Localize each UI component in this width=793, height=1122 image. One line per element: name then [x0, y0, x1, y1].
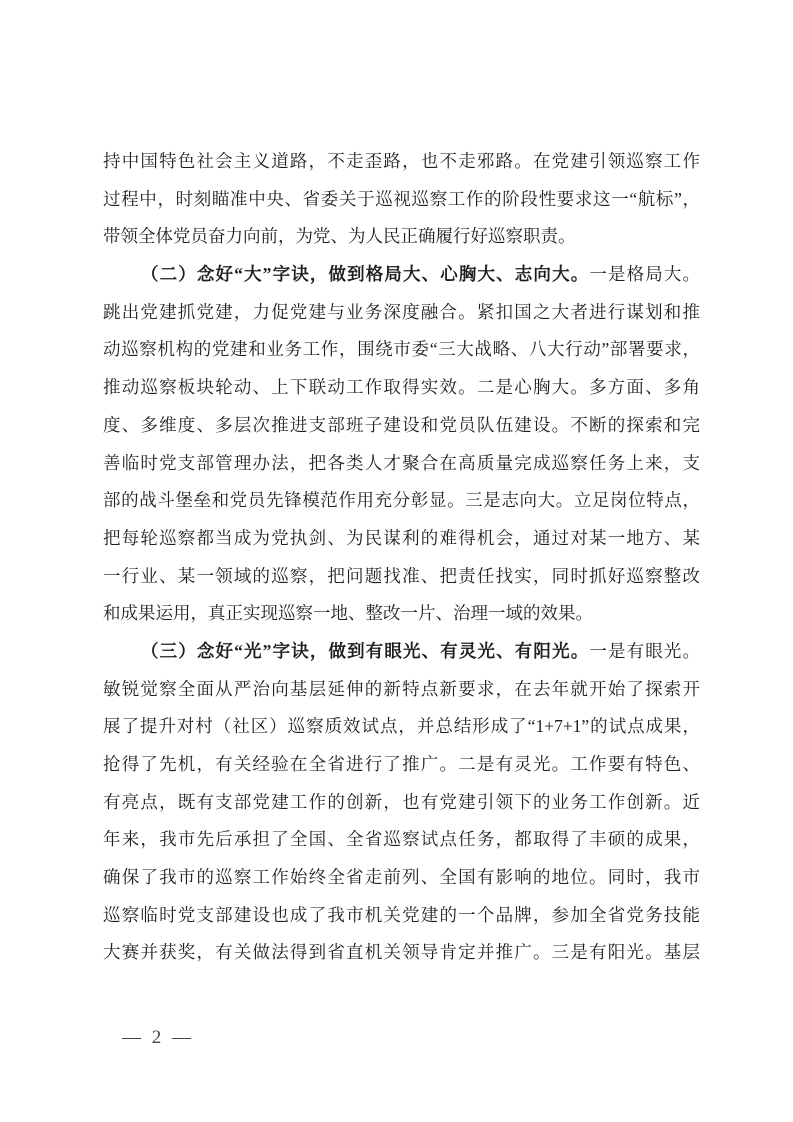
text-segment: 跳出党建抓党建，力促党建与业务深度融合。紧扣国之大者进行谋划和推 [103, 301, 700, 322]
text-segment: 抢得了先机，有关经验在全省进行了推广。二是有灵光。工作要有特色、 [103, 754, 700, 774]
text-segment: 确保了我市的巡察工作始终全省走前列、全国有影响的地位。同时，我市 [103, 867, 700, 888]
text-segment: 和成果运用，真正实现巡察一地、整改一片、治理一域的效果。 [103, 603, 593, 624]
text-segment: 持中国特色社会主义道路，不走歪路，也不走邪路。在党建引领巡察工作 [103, 151, 700, 171]
text-line [103, 331, 700, 369]
text-line [103, 934, 700, 972]
text-segment: 展了提升对村（社区）巡察质效试点，并总结形成了“1+7+1”的试点成果， [103, 716, 700, 737]
text-line [103, 218, 700, 256]
text-line [103, 859, 700, 897]
text-segment: 过程中，时刻瞄准中央、省委关于巡视巡察工作的阶段性要求这一“航标”， [103, 188, 700, 209]
paragraph [103, 633, 700, 972]
paragraph [103, 143, 700, 256]
text-segment: 一行业、某一领域的巡察，把问题找准、把责任找实，同时抓好巡察整改 [103, 565, 700, 586]
text-segment: 一是有眼光。 [589, 640, 700, 661]
text-segment: 敏锐觉察全面从严治向基层延伸的新特点新要求，在去年就开始了探索开 [103, 678, 700, 699]
document-body [103, 143, 700, 972]
text-segment: 善临时党支部管理办法，把各类人才聚合在高质量完成巡察任务上来，支 [103, 452, 700, 473]
text-segment: 带领全体党员奋力向前，为党、为人民正确履行好巡察职责。 [103, 226, 576, 247]
text-line [103, 746, 700, 784]
text-segment: 度、多维度、多层次推进支部班子建设和党员队伍建设。不断的探索和完 [103, 414, 700, 435]
text-segment: 部的战斗堡垒和党员先锋模范作用充分彰显。三是志向大。立足岗位特点， [103, 490, 700, 511]
page-number: — 2 — [122, 1027, 194, 1048]
text-line [103, 821, 700, 859]
text-line [103, 633, 700, 671]
text-segment: 推动巡察板块轮动、上下联动工作取得实效。二是心胸大。多方面、多角 [103, 377, 700, 398]
text-segment: 动巡察机构的党建和业务工作，围绕市委“三大战略、八大行动”部署要求， [103, 339, 700, 360]
text-line [103, 294, 700, 332]
text-line [103, 143, 700, 181]
paragraph [103, 256, 700, 633]
text-line [103, 482, 700, 520]
text-line [103, 708, 700, 746]
text-segment: 巡察临时党支部建设也成了我市机关党建的一个品牌，参加全省党务技能 [103, 904, 700, 925]
text-line [103, 407, 700, 445]
text-line [103, 445, 700, 483]
text-line [103, 784, 700, 822]
text-line [103, 671, 700, 709]
text-line [103, 558, 700, 596]
heading-segment: （三）念好“光”字诀，做到有眼光、有灵光、有阳光。 [141, 640, 590, 661]
text-line [103, 369, 700, 407]
text-segment: 把每轮巡察都当成为党执剑、为民谋利的难得机会，通过对某一地方、某 [103, 527, 700, 548]
text-line [103, 897, 700, 935]
text-segment: 一是格局大。 [589, 264, 700, 285]
text-line [103, 520, 700, 558]
text-line [103, 256, 700, 294]
text-line [103, 181, 700, 219]
text-segment: 大赛并获奖，有关做法得到省直机关领导肯定并推广。三是有阳光。基层 [103, 942, 700, 963]
text-line [103, 595, 700, 633]
text-segment: 有亮点，既有支部党建工作的创新，也有党建引领下的业务工作创新。近 [103, 791, 700, 812]
heading-segment: （二）念好“大”字诀，做到格局大、心胸大、志向大。 [141, 264, 590, 285]
text-segment: 年来，我市先后承担了全国、全省巡察试点任务，都取得了丰硕的成果， [103, 829, 700, 850]
